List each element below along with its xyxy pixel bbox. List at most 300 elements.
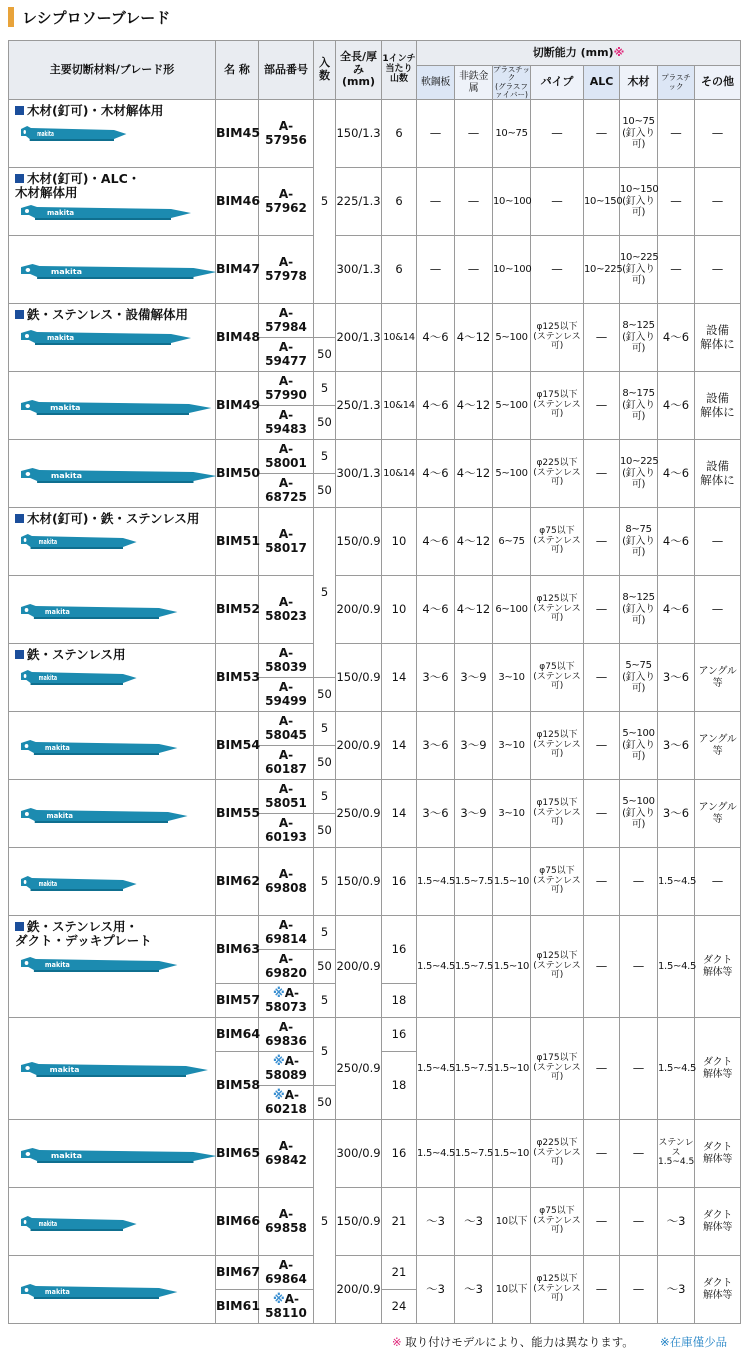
blade-image (21, 124, 196, 142)
header-part: 部品番号 (259, 41, 314, 100)
table-cell: 50 (314, 950, 336, 984)
blade-image (21, 262, 219, 280)
table-cell: 50 (314, 338, 336, 372)
table-row (9, 1120, 741, 1188)
table-cell: — (584, 780, 620, 848)
table-row (9, 440, 741, 474)
blade-cell (9, 1256, 216, 1324)
group-label-wood-steel: 木材(釘可)・鉄・ステンレス用 (9, 508, 216, 576)
table-cell: φ125以下 (ステンレス可) (531, 576, 584, 644)
blade-image (21, 874, 196, 892)
table-cell: A-58051 (259, 780, 314, 814)
table-cell: A-57956 (259, 100, 314, 168)
table-cell: 10&14 (382, 372, 417, 440)
blade-image (21, 203, 216, 221)
header-material: 主要切断材料/ブレード形 (9, 41, 216, 100)
group-label-steel: 鉄・ステンレス用 (9, 644, 216, 712)
blade-image (21, 1282, 196, 1300)
table-cell: φ75以下 (ステンレス可) (531, 644, 584, 712)
table-cell: 10 (382, 508, 417, 576)
table-cell: 10~100 (493, 168, 531, 236)
table-cell: — (584, 1120, 620, 1188)
table-cell: 225/1.3 (336, 168, 382, 236)
table-cell: — (455, 100, 493, 168)
table-cell: A-60193 (259, 814, 314, 848)
table-cell: — (620, 916, 658, 1018)
table-cell: 150/0.9 (336, 848, 382, 916)
table-cell: 5 (314, 712, 336, 746)
table-cell: — (584, 848, 620, 916)
table-cell: 3~10 (493, 780, 531, 848)
table-cell: 5 (314, 100, 336, 304)
table-cell: A-57984 (259, 304, 314, 338)
blade-image (21, 955, 196, 973)
page-title-block (8, 6, 170, 28)
blade-cell (9, 236, 216, 304)
table-cell: A-69820 (259, 950, 314, 984)
table-cell: 10~75 (493, 100, 531, 168)
table-cell: φ175以下 (ステンレス可) (531, 780, 584, 848)
table-row (9, 508, 741, 576)
table-cell: ダクト 解体等 (695, 916, 741, 1018)
table-cell: 50 (314, 1086, 336, 1120)
blade-image (21, 738, 196, 756)
table-cell: 6 (382, 100, 417, 168)
table-cell: 8~75 (釘入り可) (620, 508, 658, 576)
table-cell: 4～6 (658, 576, 695, 644)
table-cell: 10~150 (釘入り可) (620, 168, 658, 236)
table-cell: 4～6 (658, 508, 695, 576)
table-cell: — (531, 100, 584, 168)
table-cell: 50 (314, 814, 336, 848)
table-cell: 21 (382, 1256, 417, 1290)
table-cell: ～3 (417, 1188, 455, 1256)
table-cell: A-57990 (259, 372, 314, 406)
table-cell: BIM46 (216, 168, 259, 236)
table-cell: アングル 等 (695, 712, 741, 780)
table-cell: — (584, 712, 620, 780)
table-cell: ダクト 解体等 (695, 1188, 741, 1256)
table-cell: BIM49 (216, 372, 259, 440)
table-cell: ※A-58110 (259, 1290, 314, 1324)
table-cell: アングル 等 (695, 644, 741, 712)
table-cell: 300/1.3 (336, 440, 382, 508)
page-title: レシプロソーブレード (22, 8, 171, 27)
table-cell: 1.5~4.5 (658, 916, 695, 1018)
table-cell: A-60187 (259, 746, 314, 780)
table-cell: 6~75 (493, 508, 531, 576)
table-cell: 5~100 (493, 440, 531, 508)
group-label-duct: 鉄・ステンレス用・ ダクト・デッキプレート (9, 916, 216, 1018)
table-cell: BIM61 (216, 1290, 259, 1324)
table-cell: 250/0.9 (336, 780, 382, 848)
table-cell: 8~125 (釘入り可) (620, 304, 658, 372)
table-cell (314, 304, 336, 338)
table-cell: 10 (382, 576, 417, 644)
table-cell: — (658, 168, 695, 236)
table-cell: BIM54 (216, 712, 259, 780)
table-cell: BIM66 (216, 1188, 259, 1256)
table-cell: ※A-58073 (259, 984, 314, 1018)
table-cell: 1.5~4.5 (658, 848, 695, 916)
table-cell: — (584, 916, 620, 1018)
table-cell: 1.5~4.5 (658, 1018, 695, 1120)
table-cell: 4～6 (658, 372, 695, 440)
col-alc: ALC (584, 66, 620, 100)
table-cell: φ75以下 (ステンレス可) (531, 1188, 584, 1256)
table-cell: 4～6 (658, 304, 695, 372)
table-cell: 1.5~7.5 (455, 916, 493, 1018)
table-cell: ～3 (455, 1188, 493, 1256)
table-cell: BIM65 (216, 1120, 259, 1188)
table-cell: ※A-60218 (259, 1086, 314, 1120)
table-row (9, 168, 741, 236)
table-cell: 5 (314, 372, 336, 406)
table-cell: ダクト 解体等 (695, 1120, 741, 1188)
table-cell: 10以下 (493, 1188, 531, 1256)
table-cell: BIM48 (216, 304, 259, 372)
footnote-capacity: ※ 取り付けモデルにより、能力は異なります。 (392, 1335, 634, 1349)
table-cell: 50 (314, 746, 336, 780)
table-cell: A-69864 (259, 1256, 314, 1290)
table-cell: BIM64 (216, 1018, 259, 1052)
table-cell: BIM57 (216, 984, 259, 1018)
blade-image (21, 328, 196, 346)
table-cell: — (695, 168, 741, 236)
table-cell: 4～6 (417, 304, 455, 372)
table-cell: — (658, 100, 695, 168)
blade-cell (9, 848, 216, 916)
table-cell: 10~225 (釘入り可) (620, 236, 658, 304)
table-cell: 1.5~7.5 (455, 1120, 493, 1188)
table-cell: BIM53 (216, 644, 259, 712)
table-row (9, 372, 741, 406)
table-cell: — (584, 1256, 620, 1324)
table-cell: 4～6 (417, 372, 455, 440)
table-cell: ～3 (658, 1256, 695, 1324)
table-cell: 5~100 (釘入り可) (620, 712, 658, 780)
blade-image (21, 1146, 219, 1164)
table-cell: 10以下 (493, 1256, 531, 1324)
table-cell: 10&14 (382, 304, 417, 372)
table-cell: — (620, 848, 658, 916)
table-cell: 5 (314, 1120, 336, 1324)
blade-cell (9, 440, 216, 508)
blade-image (21, 532, 196, 550)
table-row (9, 100, 741, 168)
table-cell: 1.5~10 (493, 916, 531, 1018)
table-cell: A-68725 (259, 474, 314, 508)
table-row (9, 1018, 741, 1052)
table-cell: 21 (382, 1188, 417, 1256)
table-cell: — (584, 508, 620, 576)
table-cell: 1.5~10 (493, 1120, 531, 1188)
table-cell: A-69858 (259, 1188, 314, 1256)
table-cell: 16 (382, 848, 417, 916)
table-cell: 1.5~4.5 (417, 1018, 455, 1120)
blade-image (21, 1214, 196, 1232)
table-cell: — (695, 508, 741, 576)
blade-image (21, 398, 216, 416)
table-cell: 4～12 (455, 304, 493, 372)
table-cell: 200/1.3 (336, 304, 382, 372)
table-cell: A-69814 (259, 916, 314, 950)
table-row (9, 644, 741, 678)
table-cell: 10&14 (382, 440, 417, 508)
table-cell: 50 (314, 678, 336, 712)
table-cell: 250/0.9 (336, 1018, 382, 1120)
table-cell: 3～9 (455, 780, 493, 848)
table-cell: 200/0.9 (336, 576, 382, 644)
blade-image (21, 466, 219, 484)
table-row (9, 576, 741, 644)
table-cell: 200/0.9 (336, 1256, 382, 1324)
table-cell: 150/0.9 (336, 1188, 382, 1256)
table-cell: 10~150 (584, 168, 620, 236)
table-cell: 5~100 (釘入り可) (620, 780, 658, 848)
table-cell: アングル 等 (695, 780, 741, 848)
table-cell: 150/1.3 (336, 100, 382, 168)
table-cell: BIM62 (216, 848, 259, 916)
table-cell: 10~225 (584, 236, 620, 304)
table-cell: 200/0.9 (336, 712, 382, 780)
table-cell: 設備 解体に (695, 372, 741, 440)
table-cell: 5 (314, 1018, 336, 1086)
table-cell: 5~75 (釘入り可) (620, 644, 658, 712)
blade-image (21, 806, 196, 824)
table-cell: φ75以下 (ステンレス可) (531, 848, 584, 916)
col-wood: 木材 (620, 66, 658, 100)
table-cell: — (584, 576, 620, 644)
table-row (9, 780, 741, 814)
table-row (9, 236, 741, 304)
table-cell: 16 (382, 1018, 417, 1052)
blade-cell (9, 780, 216, 848)
table-cell: 5 (314, 508, 336, 678)
table-cell: 1.5~10 (493, 1018, 531, 1120)
table-cell: 3～6 (417, 644, 455, 712)
table-cell: — (584, 304, 620, 372)
table-cell: 3～6 (658, 712, 695, 780)
table-cell: 18 (382, 984, 417, 1018)
table-cell: φ125以下 (ステンレス可) (531, 916, 584, 1018)
table-cell: — (584, 1188, 620, 1256)
table-row (9, 304, 741, 338)
table-cell: φ125以下 (ステンレス可) (531, 304, 584, 372)
table-cell: 14 (382, 644, 417, 712)
table-cell: 150/0.9 (336, 644, 382, 712)
table-cell: 300/1.3 (336, 236, 382, 304)
table-cell: 4～12 (455, 508, 493, 576)
table-cell: 50 (314, 406, 336, 440)
table-cell: 1.5~7.5 (455, 1018, 493, 1120)
table-cell: A-58045 (259, 712, 314, 746)
table-cell: 4～6 (417, 576, 455, 644)
table-cell: A-58017 (259, 508, 314, 576)
table-cell: — (695, 576, 741, 644)
table-cell: — (417, 100, 455, 168)
header-capacity: 切断能力 (mm)※ (417, 41, 741, 66)
table-cell: 5 (314, 916, 336, 950)
table-cell: — (417, 236, 455, 304)
table-cell: 4～6 (417, 440, 455, 508)
table-cell: — (455, 168, 493, 236)
table-cell: 8~175 (釘入り可) (620, 372, 658, 440)
title-accent-bar (8, 7, 14, 27)
table-cell: 6 (382, 236, 417, 304)
table-cell: A-58039 (259, 644, 314, 678)
table-cell: 3～6 (658, 780, 695, 848)
table-cell: 4～12 (455, 576, 493, 644)
table-cell: A-69808 (259, 848, 314, 916)
group-label-wood: 木材(釘可)・木材解体用 (9, 100, 216, 168)
table-cell: — (584, 440, 620, 508)
table-cell: 16 (382, 1120, 417, 1188)
table-cell: φ175以下 (ステンレス可) (531, 372, 584, 440)
header-name: 名 称 (216, 41, 259, 100)
table-cell: BIM50 (216, 440, 259, 508)
table-cell: BIM55 (216, 780, 259, 848)
blade-cell (9, 372, 216, 440)
table-cell: A-58023 (259, 576, 314, 644)
table-cell: ※A-58089 (259, 1052, 314, 1086)
table-cell: ～3 (658, 1188, 695, 1256)
table-cell: BIM47 (216, 236, 259, 304)
table-cell: 1.5~4.5 (417, 916, 455, 1018)
table-cell: — (695, 100, 741, 168)
table-cell: 1.5~4.5 (417, 848, 455, 916)
blade-cell (9, 1018, 216, 1120)
header-qty: 入数 (314, 41, 336, 100)
table-cell: ～3 (455, 1256, 493, 1324)
table-cell: BIM58 (216, 1052, 259, 1120)
header-tpi: 1インチ 当たり 山数 (382, 41, 417, 100)
table-cell: — (584, 644, 620, 712)
table-cell: — (620, 1188, 658, 1256)
table-cell: φ125以下 (ステンレス可) (531, 1256, 584, 1324)
table-cell: ステンレス 1.5~4.5 (658, 1120, 695, 1188)
blade-cell (9, 1188, 216, 1256)
table-cell: BIM52 (216, 576, 259, 644)
table-cell: — (455, 236, 493, 304)
table-cell: — (531, 168, 584, 236)
group-label-wood-alc: 木材(釘可)・ALC・ 木材解体用 (9, 168, 216, 236)
blade-spec-table (8, 40, 741, 1324)
table-cell: 4～12 (455, 372, 493, 440)
table-cell: — (584, 100, 620, 168)
table-cell: BIM63 (216, 916, 259, 984)
table-cell: BIM51 (216, 508, 259, 576)
table-cell: φ225以下 (ステンレス可) (531, 440, 584, 508)
table-cell: 5 (314, 848, 336, 916)
table-cell: 50 (314, 474, 336, 508)
table-cell: φ125以下 (ステンレス可) (531, 712, 584, 780)
table-cell: — (584, 372, 620, 440)
table-cell: 14 (382, 712, 417, 780)
table-row (9, 1188, 741, 1256)
table-cell: BIM67 (216, 1256, 259, 1290)
table-cell: 8~125 (釘入り可) (620, 576, 658, 644)
table-cell: 設備 解体に (695, 304, 741, 372)
table-cell: BIM45 (216, 100, 259, 168)
table-cell: 150/0.9 (336, 508, 382, 576)
table-cell: A-59499 (259, 678, 314, 712)
table-cell: A-58001 (259, 440, 314, 474)
table-cell: — (658, 236, 695, 304)
table-cell: ダクト 解体等 (695, 1256, 741, 1324)
table-cell: A-69836 (259, 1018, 314, 1052)
table-cell: A-57978 (259, 236, 314, 304)
table-cell: 16 (382, 916, 417, 984)
table-cell: A-69842 (259, 1120, 314, 1188)
col-pipe: パイプ (531, 66, 584, 100)
table-cell: — (620, 1018, 658, 1120)
blade-cell (9, 576, 216, 644)
blade-image (21, 668, 196, 686)
col-plastic-fiber: プラスチック (グラスファイバー) (493, 65, 530, 99)
table-cell: 300/0.9 (336, 1120, 382, 1188)
header-length: 全長/厚み (mm) (336, 41, 382, 100)
table-cell: 5~100 (493, 304, 531, 372)
table-cell: 250/1.3 (336, 372, 382, 440)
table-cell: 10~100 (493, 236, 531, 304)
table-cell: 200/0.9 (336, 916, 382, 1018)
blade-cell (9, 1120, 216, 1188)
table-cell: 3~10 (493, 644, 531, 712)
table-cell: 5 (314, 780, 336, 814)
table-cell: 1.5~7.5 (455, 848, 493, 916)
table-cell: 5 (314, 984, 336, 1018)
table-cell: 5 (314, 440, 336, 474)
table-cell: 10~75 (釘入り可) (620, 100, 658, 168)
table-cell: 3～9 (455, 644, 493, 712)
table-cell: 4～6 (658, 440, 695, 508)
table-cell: 3～9 (455, 712, 493, 780)
table-cell: — (584, 1018, 620, 1120)
table-cell: 設備 解体に (695, 440, 741, 508)
table-cell: 4～6 (417, 508, 455, 576)
table-cell: 5~100 (493, 372, 531, 440)
table-cell: — (620, 1120, 658, 1188)
table-cell: 14 (382, 780, 417, 848)
col-plastic: プラスチック (658, 66, 695, 100)
table-cell: — (531, 236, 584, 304)
footnote-stock: ※在庫僅少品 (660, 1335, 728, 1349)
table-cell: 1.5~4.5 (417, 1120, 455, 1188)
table-cell: φ225以下 (ステンレス可) (531, 1120, 584, 1188)
blade-cell (9, 712, 216, 780)
blade-image (21, 602, 196, 620)
table-cell: 6 (382, 168, 417, 236)
table-cell: A-59483 (259, 406, 314, 440)
table-cell: 10~225 (釘入り可) (620, 440, 658, 508)
table-cell: 18 (382, 1052, 417, 1120)
table-cell: — (695, 236, 741, 304)
table-row (9, 712, 741, 746)
group-label-steel-demolition: 鉄・ステンレス・設備解体用 (9, 304, 216, 372)
table-cell: 4～12 (455, 440, 493, 508)
table-row (9, 1256, 741, 1290)
table-cell: — (695, 848, 741, 916)
table-cell: — (620, 1256, 658, 1324)
table-cell: A-57962 (259, 168, 314, 236)
table-row (9, 848, 741, 916)
table-cell: A-59477 (259, 338, 314, 372)
table-cell: 3~10 (493, 712, 531, 780)
table-cell: φ75以下 (ステンレス可) (531, 508, 584, 576)
col-other: その他 (695, 66, 741, 100)
table-cell: — (417, 168, 455, 236)
